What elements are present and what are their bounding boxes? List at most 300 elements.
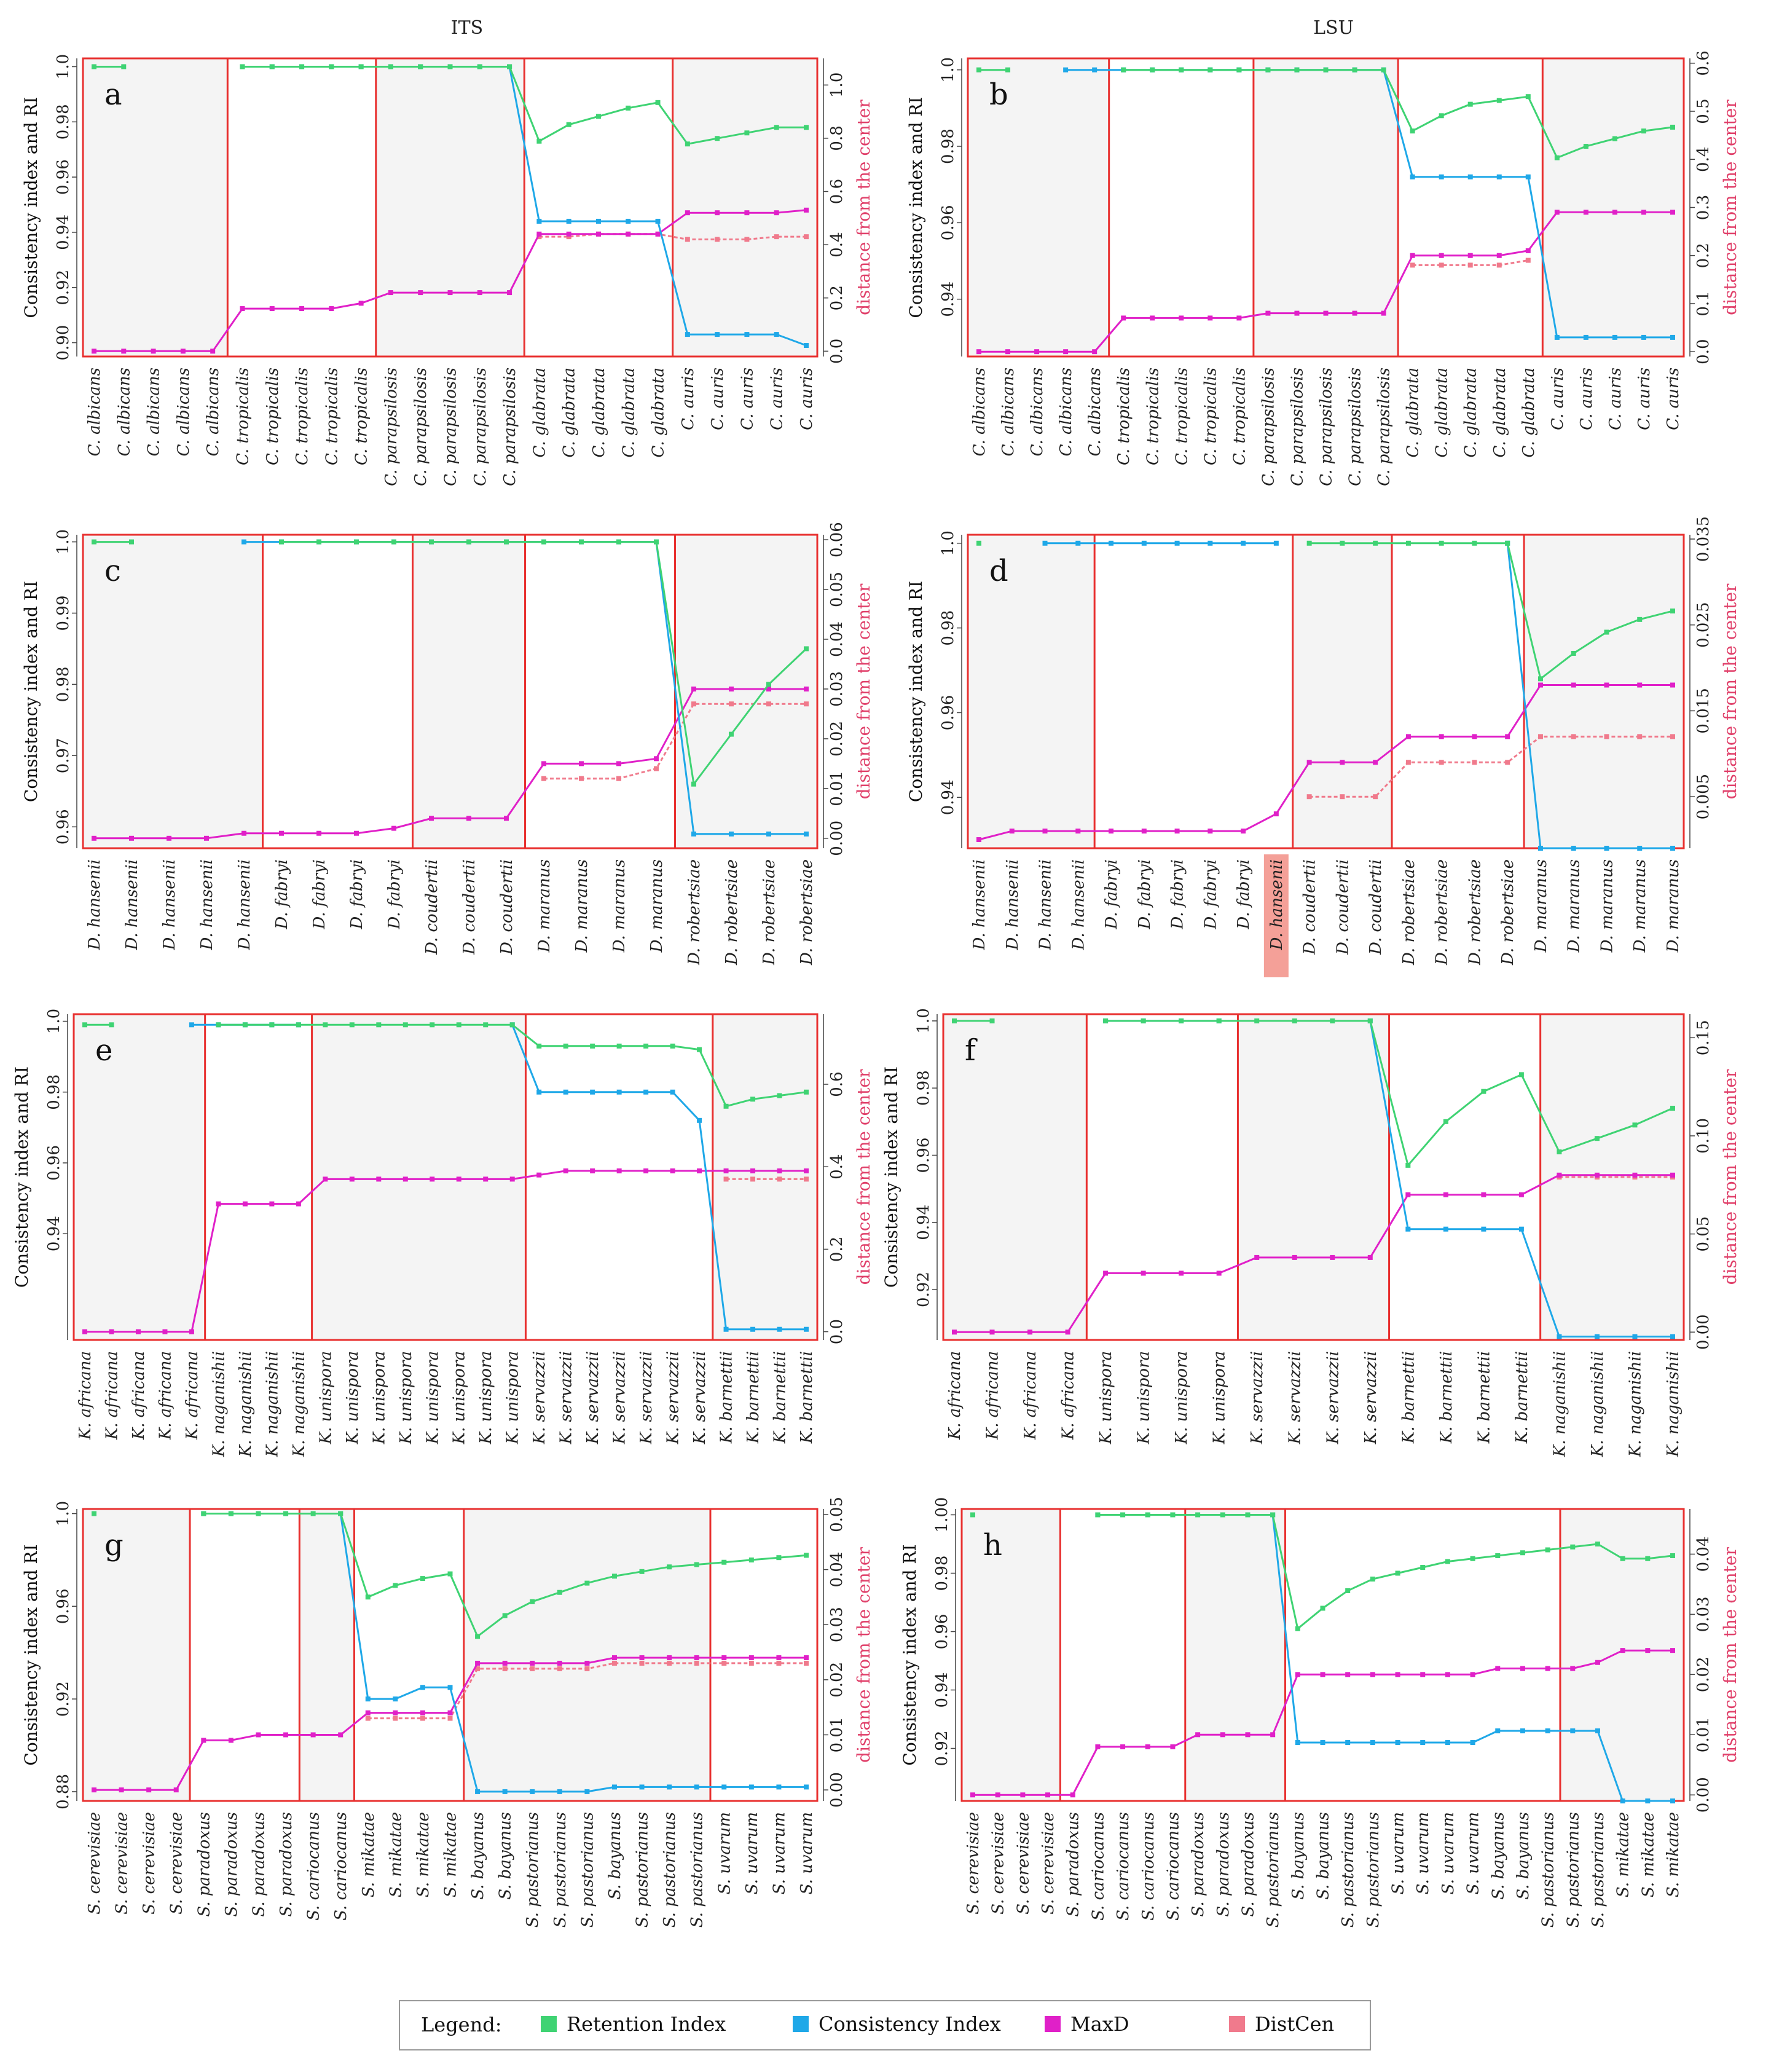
point-ci — [697, 1118, 702, 1123]
left-tick-label: 0.92 — [54, 1681, 73, 1717]
point-ri — [1481, 1089, 1486, 1094]
point-maxd — [729, 687, 734, 691]
point-maxd — [1063, 349, 1068, 354]
point-ri — [510, 1022, 515, 1027]
point-ri — [691, 782, 696, 787]
x-tick-label: S. cariocanus — [1164, 1812, 1183, 1921]
panel-b — [906, 50, 1740, 486]
point-maxd — [210, 349, 215, 353]
point-ri — [1121, 68, 1126, 73]
point-ri — [1670, 1106, 1675, 1111]
x-tick-label: S. bayanus — [1489, 1812, 1508, 1900]
point-ci — [1519, 1227, 1524, 1232]
point-ri — [1468, 102, 1473, 107]
x-tick-label: K. africana — [1021, 1351, 1040, 1440]
point-maxd — [1468, 253, 1473, 258]
point-distcen — [654, 766, 659, 771]
point-distcen — [804, 234, 809, 239]
point-ri — [670, 1044, 675, 1049]
point-maxd — [92, 836, 96, 841]
point-ri — [92, 540, 96, 545]
x-tick-label: K. unispora — [316, 1351, 336, 1444]
point-ri — [729, 732, 734, 737]
x-tick-label: C. tropicalis — [352, 368, 371, 466]
group-shade — [1185, 1509, 1286, 1801]
point-maxd — [744, 210, 749, 215]
x-tick-label: K. africana — [983, 1351, 1002, 1440]
point-distcen — [1670, 734, 1675, 739]
point-maxd — [1481, 1192, 1486, 1197]
point-ri — [612, 1574, 617, 1578]
point-ci — [643, 1090, 648, 1095]
x-tick-label: S. cerevisiae — [989, 1812, 1008, 1915]
right-tick-label: 0.03 — [1694, 1596, 1713, 1633]
point-ri — [1381, 68, 1386, 73]
x-tick-label: K. africana — [129, 1351, 148, 1440]
point-ri — [776, 1555, 781, 1560]
right-tick-label: 0.05 — [828, 1497, 846, 1532]
right-tick-label: 0.02 — [1694, 1656, 1713, 1693]
point-ci — [1274, 541, 1279, 546]
right-axis-title: distance from the center — [854, 583, 874, 800]
point-maxd — [420, 1711, 425, 1716]
point-maxd — [1472, 734, 1477, 739]
point-ci — [1445, 1740, 1450, 1745]
point-maxd — [970, 1792, 975, 1797]
legend-swatch — [1045, 2016, 1061, 2032]
point-distcen — [724, 1176, 729, 1181]
left-tick-label: 1.00 — [933, 1497, 951, 1533]
point-maxd — [1045, 1792, 1050, 1797]
point-maxd — [466, 816, 471, 821]
point-maxd — [1526, 248, 1531, 253]
point-distcen — [1604, 734, 1609, 739]
left-tick-label: 0.92 — [914, 1272, 933, 1307]
point-ri — [121, 64, 126, 69]
point-ri — [1670, 609, 1675, 613]
point-ci — [1595, 1728, 1600, 1733]
x-tick-label: S. bayanus — [1289, 1812, 1308, 1900]
point-maxd — [1208, 829, 1212, 833]
x-tick-label: K. unispora — [423, 1351, 442, 1444]
x-tick-label: C. auris — [768, 368, 787, 430]
point-ri — [279, 540, 284, 545]
x-tick-label: K. unispora — [450, 1351, 469, 1444]
left-tick-label: 0.94 — [939, 779, 957, 816]
point-maxd — [475, 1661, 480, 1666]
point-distcen — [1571, 734, 1576, 739]
right-tick-label: 0.01 — [828, 1717, 846, 1753]
point-maxd — [1439, 734, 1444, 739]
point-ri — [507, 64, 512, 69]
point-maxd — [316, 831, 321, 836]
x-tick-label: C. glabrata — [560, 368, 579, 458]
left-tick-label: 0.96 — [914, 1137, 933, 1173]
x-tick-label: D. hansenii — [123, 859, 141, 950]
point-ri — [350, 1022, 355, 1027]
point-maxd — [376, 1176, 381, 1181]
left-tick-label: 0.99 — [54, 595, 73, 631]
point-ri — [256, 1511, 261, 1516]
point-maxd — [1330, 1255, 1335, 1260]
point-ri — [750, 1097, 755, 1101]
point-ri — [283, 1511, 288, 1516]
point-ci — [1092, 68, 1097, 73]
point-ci — [1208, 541, 1212, 546]
right-tick-label: 0.8 — [828, 125, 846, 151]
point-ci — [1670, 1334, 1675, 1339]
point-ri — [354, 540, 359, 545]
x-tick-label: C. parapsilosis — [1346, 368, 1365, 486]
x-tick-label: S. paradoxus — [1239, 1812, 1258, 1917]
point-maxd — [749, 1655, 754, 1660]
point-maxd — [584, 1661, 589, 1666]
x-tick-label: S. cariocanus — [1139, 1812, 1158, 1921]
point-distcen — [1439, 760, 1444, 765]
point-maxd — [92, 1787, 96, 1792]
point-ci — [1555, 335, 1560, 340]
point-ri — [1145, 1513, 1150, 1518]
point-ri — [448, 64, 453, 69]
x-tick-label: C. parapsilosis — [1375, 368, 1394, 486]
left-tick-label: 0.90 — [54, 325, 73, 361]
point-ci — [729, 832, 734, 837]
x-tick-label: D. coudertii — [460, 859, 479, 955]
x-tick-label: K. unispora — [1172, 1351, 1192, 1444]
point-ri — [744, 130, 749, 135]
right-tick-label: 0.04 — [1694, 1536, 1713, 1572]
point-ci — [567, 219, 571, 224]
point-ri — [1150, 68, 1155, 73]
x-tick-label: D. maranus — [1598, 859, 1617, 953]
point-ri — [970, 1513, 975, 1518]
x-tick-label: K. naganishii — [1588, 1351, 1607, 1457]
point-ci — [1520, 1728, 1525, 1733]
right-tick-label: 0.05 — [1694, 1216, 1713, 1252]
point-maxd — [162, 1329, 167, 1334]
x-tick-label: S. cariocanus — [1114, 1812, 1133, 1921]
point-ri — [430, 1022, 434, 1027]
x-tick-label: K. servazzii — [1324, 1351, 1343, 1444]
point-ci — [694, 1784, 699, 1789]
point-ri — [403, 1022, 408, 1027]
group-shade — [464, 1509, 710, 1801]
right-tick-label: 0.025 — [1694, 602, 1713, 648]
point-maxd — [174, 1787, 179, 1792]
x-tick-label: K. unispora — [1134, 1351, 1153, 1444]
x-tick-label: K. africana — [156, 1351, 175, 1440]
point-ri — [391, 540, 396, 545]
point-ci — [1142, 541, 1147, 546]
point-maxd — [1471, 1672, 1475, 1677]
x-tick-label: S. paradoxus — [249, 1812, 269, 1917]
x-tick-label: K. barnettii — [1437, 1351, 1456, 1444]
point-ri — [1445, 1559, 1450, 1564]
point-maxd — [1595, 1173, 1600, 1178]
x-tick-label: C. glabrata — [530, 368, 549, 458]
point-ri — [1170, 1513, 1175, 1518]
x-tick-label: C. auris — [1548, 368, 1567, 430]
x-tick-label: K. naganishii — [263, 1351, 282, 1457]
point-ci — [766, 832, 771, 837]
point-ri — [617, 1044, 622, 1049]
panel-letter: d — [989, 554, 1008, 588]
point-maxd — [429, 816, 434, 821]
x-tick-label: C. auris — [1635, 368, 1654, 430]
x-tick-label: S. bayanus — [469, 1812, 488, 1900]
point-ci — [1526, 175, 1531, 179]
point-ri — [685, 141, 690, 146]
x-tick-label: S. cariocanus — [304, 1812, 323, 1921]
point-maxd — [167, 836, 171, 841]
right-tick-label: 0.6 — [828, 178, 846, 205]
point-distcen — [804, 701, 809, 706]
x-tick-label: C. parapsilosis — [501, 367, 520, 486]
point-ri — [429, 540, 434, 545]
point-maxd — [1034, 349, 1039, 354]
point-maxd — [774, 210, 779, 215]
point-distcen — [1307, 794, 1312, 799]
x-tick-label: C. albicans — [1086, 368, 1105, 457]
point-ri — [1641, 128, 1646, 133]
point-ri — [483, 1022, 488, 1027]
point-ri — [1505, 541, 1510, 546]
point-distcen — [1373, 794, 1378, 799]
point-maxd — [557, 1661, 562, 1666]
x-tick-label: S. uvarum — [742, 1812, 761, 1895]
x-tick-label: S. cerevisiae — [140, 1812, 159, 1915]
point-ci — [536, 1090, 541, 1095]
left-tick-label: 0.96 — [54, 159, 73, 195]
right-tick-label: 0.6 — [1694, 50, 1713, 76]
point-maxd — [1307, 760, 1312, 765]
x-tick-label: S. bayanus — [496, 1812, 515, 1900]
point-ri — [296, 1022, 301, 1027]
point-maxd — [804, 208, 809, 213]
point-maxd — [296, 1202, 301, 1207]
x-tick-label: C. glabrata — [1490, 368, 1509, 458]
panel-letter: h — [983, 1528, 1002, 1562]
x-tick-label: K. unispora — [396, 1351, 415, 1444]
point-ci — [612, 1784, 617, 1789]
point-ri — [774, 125, 779, 130]
point-ci — [1175, 541, 1180, 546]
point-distcen — [804, 1176, 809, 1181]
point-ri — [990, 1018, 995, 1023]
point-maxd — [1292, 1255, 1297, 1260]
x-tick-label: D. fabryi — [385, 859, 404, 929]
point-ri — [1472, 541, 1477, 546]
point-maxd — [1545, 1666, 1550, 1671]
x-tick-label: C. tropicalis — [323, 368, 342, 466]
point-ri — [1570, 1545, 1575, 1550]
point-maxd — [82, 1329, 87, 1334]
legend-label: Retention Index — [567, 2012, 726, 2036]
point-maxd — [715, 210, 720, 215]
point-ri — [1179, 68, 1184, 73]
x-tick-label: C. tropicalis — [1201, 368, 1220, 466]
point-ci — [1645, 1798, 1650, 1803]
point-maxd — [359, 301, 364, 305]
point-ri — [466, 540, 471, 545]
point-maxd — [229, 1738, 234, 1743]
point-ri — [82, 1022, 87, 1027]
right-tick-label: 0.00 — [828, 1772, 846, 1808]
point-maxd — [976, 837, 981, 842]
point-maxd — [1142, 829, 1147, 833]
left-tick-label: 0.94 — [54, 214, 73, 250]
point-maxd — [391, 826, 396, 831]
x-tick-label: C. parapsilosis — [441, 368, 460, 486]
x-tick-label: S. pastorianus — [1264, 1812, 1283, 1928]
point-maxd — [403, 1176, 408, 1181]
right-tick-label: 0.03 — [828, 1607, 846, 1643]
x-tick-label: S. cerevisiae — [1039, 1812, 1058, 1915]
point-ri — [1555, 156, 1560, 160]
group-shade — [74, 1014, 205, 1340]
right-tick-label: 0.04 — [828, 1551, 846, 1588]
left-tick-label: 0.92 — [933, 1730, 951, 1767]
right-axis-title: distance from the center — [854, 1547, 874, 1763]
point-maxd — [656, 232, 661, 237]
left-tick-label: 0.94 — [914, 1204, 933, 1240]
point-ri — [804, 1553, 809, 1558]
point-ci — [596, 219, 601, 224]
point-ci — [1670, 846, 1675, 851]
point-ci — [626, 219, 630, 224]
x-tick-label: K. barnettii — [1399, 1351, 1418, 1444]
point-maxd — [109, 1329, 114, 1334]
point-maxd — [536, 1173, 541, 1178]
point-distcen — [640, 1661, 645, 1666]
left-tick-label: 1.0 — [914, 1008, 933, 1034]
point-distcen — [694, 1661, 699, 1666]
point-maxd — [270, 306, 275, 311]
point-maxd — [1557, 1173, 1561, 1178]
x-tick-label: C. glabrata — [589, 367, 608, 458]
point-ri — [952, 1018, 957, 1023]
point-ri — [316, 540, 321, 545]
x-tick-label: D. robertsiae — [760, 859, 779, 965]
legend-title: Legend: — [421, 2013, 502, 2036]
point-maxd — [626, 232, 630, 237]
right-tick-label: 0.01 — [1694, 1717, 1713, 1753]
point-ci — [804, 832, 809, 837]
point-ri — [777, 1093, 782, 1098]
point-ri — [1471, 1556, 1475, 1561]
x-tick-label: S. mikatae — [1614, 1812, 1633, 1897]
point-maxd — [724, 1168, 729, 1173]
point-maxd — [1321, 1672, 1325, 1677]
point-ri — [1595, 1542, 1600, 1546]
point-maxd — [1236, 315, 1241, 320]
group-shade — [1524, 535, 1684, 848]
point-distcen — [393, 1716, 398, 1721]
x-tick-label: S. paradoxus — [1214, 1812, 1233, 1917]
right-tick-label: 0.02 — [828, 1661, 846, 1698]
right-tick-label: 0.0 — [1694, 339, 1713, 364]
point-ri — [243, 1022, 248, 1027]
point-maxd — [590, 1168, 595, 1173]
point-ci — [536, 219, 541, 224]
panel-e — [12, 1009, 874, 1457]
x-tick-label: C. albicans — [970, 368, 989, 457]
left-tick-label: 0.88 — [54, 1773, 73, 1810]
right-tick-label: 0.00 — [1694, 1314, 1713, 1350]
point-ri — [1545, 1548, 1550, 1553]
left-tick-label: 0.98 — [939, 128, 957, 164]
x-tick-label: D. coudertii — [423, 859, 441, 955]
x-tick-label: S. pastorianus — [661, 1812, 680, 1928]
point-ci — [242, 540, 246, 545]
point-maxd — [1103, 1270, 1108, 1275]
left-axis-title: Consistency index and RI — [881, 1066, 901, 1288]
point-ri — [724, 1104, 729, 1109]
x-tick-label: K. barnettii — [771, 1351, 790, 1444]
point-ri — [1208, 68, 1212, 73]
point-distcen — [1538, 734, 1543, 739]
x-tick-label: K. africana — [1059, 1351, 1078, 1440]
x-tick-label: K. barnettii — [798, 1351, 816, 1444]
right-tick-label: 0.5 — [1694, 98, 1713, 124]
group-shade — [1293, 535, 1392, 848]
point-distcen — [579, 776, 584, 781]
x-tick-label: C. tropicalis — [234, 368, 253, 466]
point-maxd — [393, 1711, 398, 1716]
point-ci — [1595, 1334, 1600, 1339]
point-ri — [1571, 651, 1576, 656]
x-tick-label: S. paradoxus — [195, 1812, 214, 1917]
point-distcen — [667, 1661, 672, 1666]
x-tick-label: S. pastorianus — [551, 1812, 570, 1928]
point-maxd — [354, 831, 359, 836]
point-maxd — [1370, 1672, 1375, 1677]
point-ri — [1270, 1513, 1275, 1518]
point-ri — [359, 64, 364, 69]
point-ri — [477, 64, 482, 69]
left-tick-label: 0.97 — [54, 738, 73, 774]
right-tick-label: 0.2 — [1694, 243, 1713, 269]
point-ri — [1495, 1553, 1500, 1558]
point-maxd — [1584, 210, 1588, 215]
x-tick-label: C. parapsilosis — [382, 368, 401, 486]
point-distcen — [749, 1661, 754, 1666]
point-distcen — [1526, 258, 1531, 263]
point-ri — [503, 1613, 508, 1618]
point-maxd — [1445, 1672, 1450, 1677]
point-ci — [1109, 541, 1113, 546]
point-ri — [536, 1044, 541, 1049]
point-ri — [1307, 541, 1312, 546]
point-maxd — [1396, 1672, 1400, 1677]
x-tick-label: D. hansenii — [1069, 859, 1088, 950]
point-maxd — [1175, 829, 1180, 833]
x-tick-label: C. glabrata — [1461, 368, 1480, 458]
x-tick-label: D. fabryi — [1135, 859, 1154, 929]
point-maxd — [181, 349, 186, 353]
x-tick-label: C. albicans — [174, 368, 193, 457]
point-maxd — [804, 1168, 809, 1173]
right-axis-title: distance from the center — [854, 1069, 874, 1285]
x-tick-label: S. bayanus — [1514, 1812, 1533, 1900]
left-tick-label: 0.96 — [933, 1613, 951, 1650]
point-maxd — [1505, 734, 1510, 739]
x-tick-label: K. africana — [946, 1351, 964, 1440]
left-axis-title: Consistency index and RI — [21, 1544, 41, 1766]
x-tick-label: S. pastorianus — [1564, 1812, 1583, 1928]
point-maxd — [1027, 1329, 1032, 1334]
point-ri — [643, 1044, 648, 1049]
